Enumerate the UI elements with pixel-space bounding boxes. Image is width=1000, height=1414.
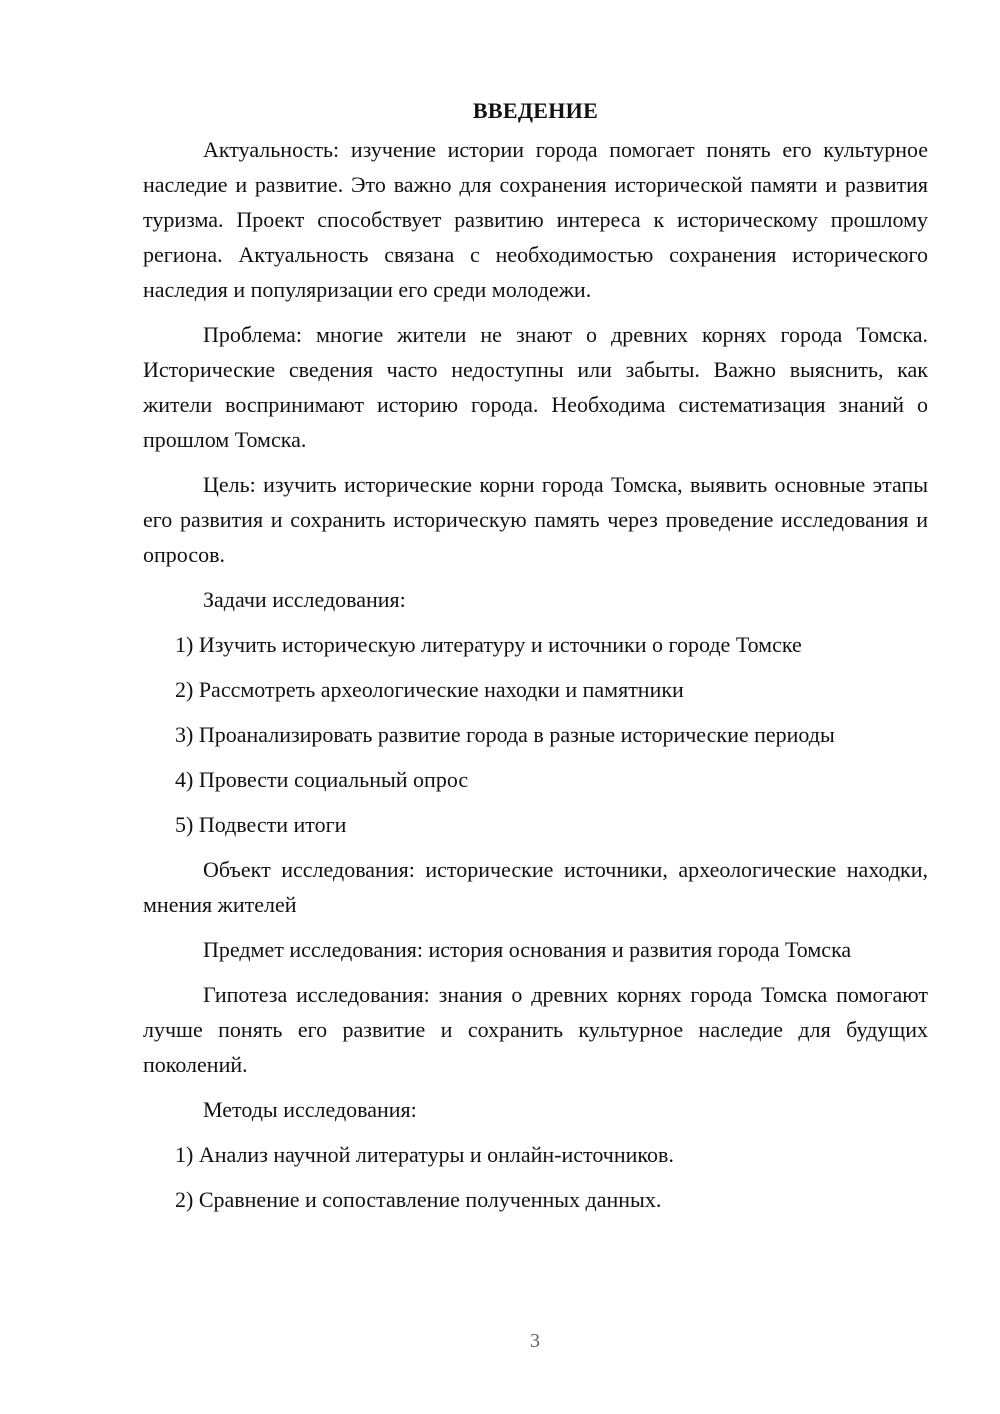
relevance-paragraph: Актуальность: изучение истории города помогает понять его культурное наследие и развитие. Это важно для сохранения исторической памяти и развития туризма. Проект способствует развитию интереса к историческому прошлому региона. Актуальность связана с необходимостью сохранения исторического наследия и популяризации его среди молодежи.	[143, 137, 928, 302]
tasks-list	[143, 627, 928, 842]
list-item: 2) Сравнение и сопоставление полученных данных.	[175, 1187, 662, 1212]
list-item: 1) Изучить историческую литературу и источники о городе Томске	[175, 632, 802, 657]
list-item: 2) Рассмотреть археологические находки и памятники	[175, 677, 684, 702]
methods-list	[143, 1137, 928, 1217]
hypothesis-paragraph: Гипотеза исследования: знания о древних корнях города Томска помогают лучше понять его развитие и сохранить культурное наследие для будущих поколений.	[143, 982, 928, 1077]
list-item: 1) Анализ научной литературы и онлайн-источников.	[175, 1142, 674, 1167]
problem-paragraph: Проблема: многие жители не знают о древних корнях города Томска. Исторические сведения часто недоступны или забыты. Важно выяснить, как жители воспринимают историю города. Необходима систематизация знаний о прошлом Томска.	[143, 322, 928, 452]
goal-paragraph: Цель: изучить исторические корни города Томска, выявить основные этапы его развития и сохранить историческую память через проведение исследования и опросов.	[143, 472, 928, 567]
methods-label: Методы исследования:	[203, 1097, 417, 1122]
page-number: 3	[530, 1330, 540, 1352]
document-page	[143, 93, 928, 1227]
tasks-label: Задачи исследования:	[203, 587, 406, 612]
object-paragraph: Объект исследования: исторические источники, археологические находки, мнения жителей	[143, 857, 928, 917]
list-item: 4) Провести социальный опрос	[175, 767, 469, 792]
list-item: 3) Проанализировать развитие города в разные исторические периоды	[175, 722, 835, 747]
subject-paragraph: Предмет исследования: история основания и развития города Томска	[203, 937, 852, 962]
list-item: 5) Подвести итоги	[175, 812, 347, 837]
section-heading: ВВЕДЕНИЕ	[472, 98, 599, 123]
